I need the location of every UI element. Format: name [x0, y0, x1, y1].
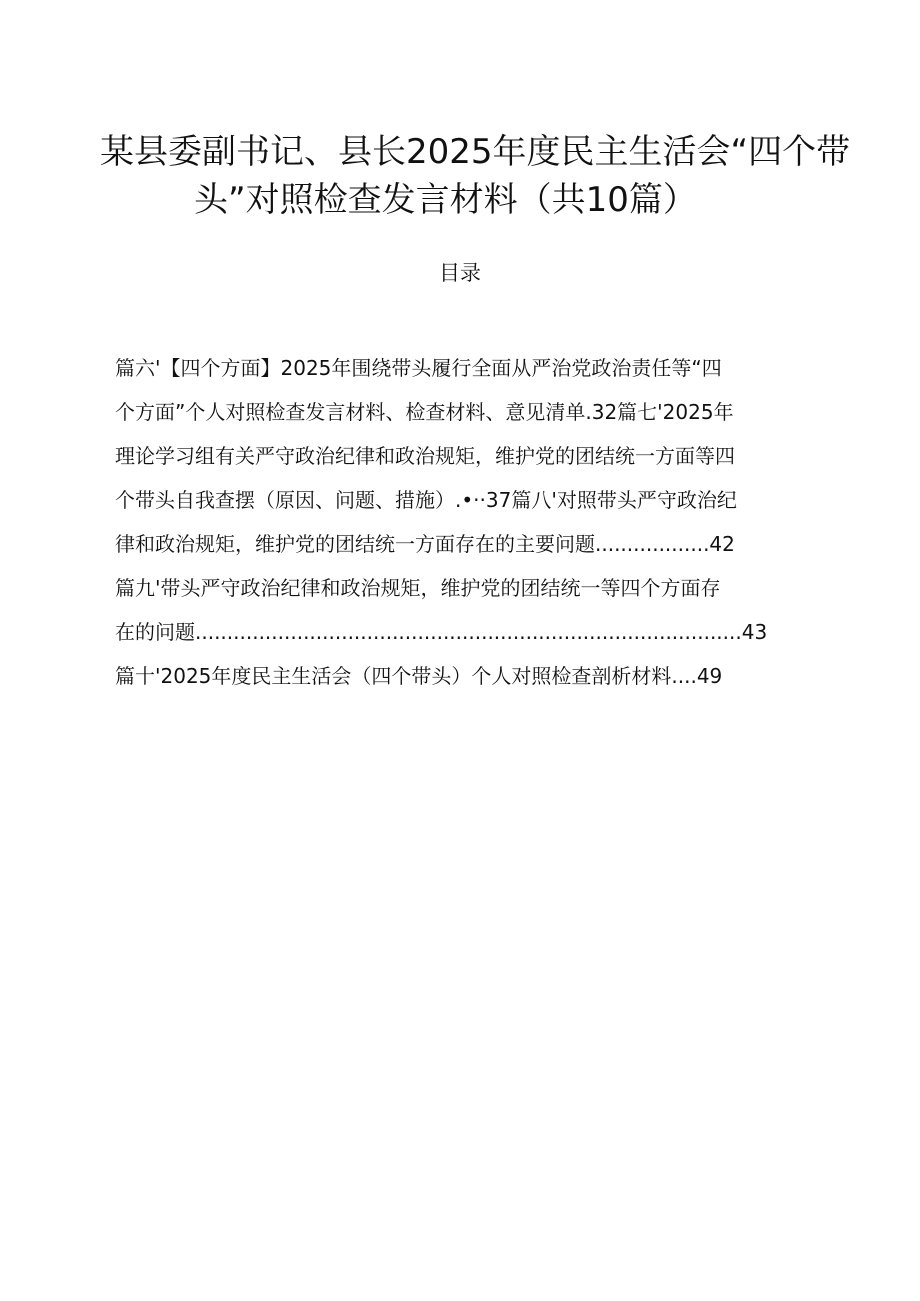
toc-line: 理论学习组有关严守政治纪律和政治规矩，维护党的团结统一方面等四: [115, 444, 735, 468]
toc-heading: 目录: [439, 261, 481, 285]
toc-line: 在的问题......................................................................................43: [115, 620, 768, 644]
toc-line: 篇十'2025年度民主生活会（四个带头）个人对照检查剖析材料....49: [115, 664, 723, 688]
title-line-2: 头”对照检查发言材料（共10篇）: [194, 180, 697, 220]
table-of-contents: [115, 346, 835, 698]
toc-line: 篇九'带头严守政治纪律和政治规矩，维护党的团结统一等四个方面存: [115, 576, 721, 600]
document-title: [100, 128, 851, 224]
title-line-1: 某县委副书记、县长2025年度民主生活会“四个带: [100, 132, 851, 172]
toc-line: 个带头自我查摆（原因、问题、措施）.•··37篇八'对照带头严守政治纪: [115, 488, 737, 512]
toc-line: 律和政治规矩，维护党的团结统一方面存在的主要问题..................42: [115, 532, 735, 556]
toc-line: 个方面”个人对照检查发言材料、检查材料、意见清单.32篇七'2025年: [115, 400, 734, 424]
toc-line: 篇六'【四个方面】2025年围绕带头履行全面从严治党政治责任等“四: [115, 356, 722, 380]
